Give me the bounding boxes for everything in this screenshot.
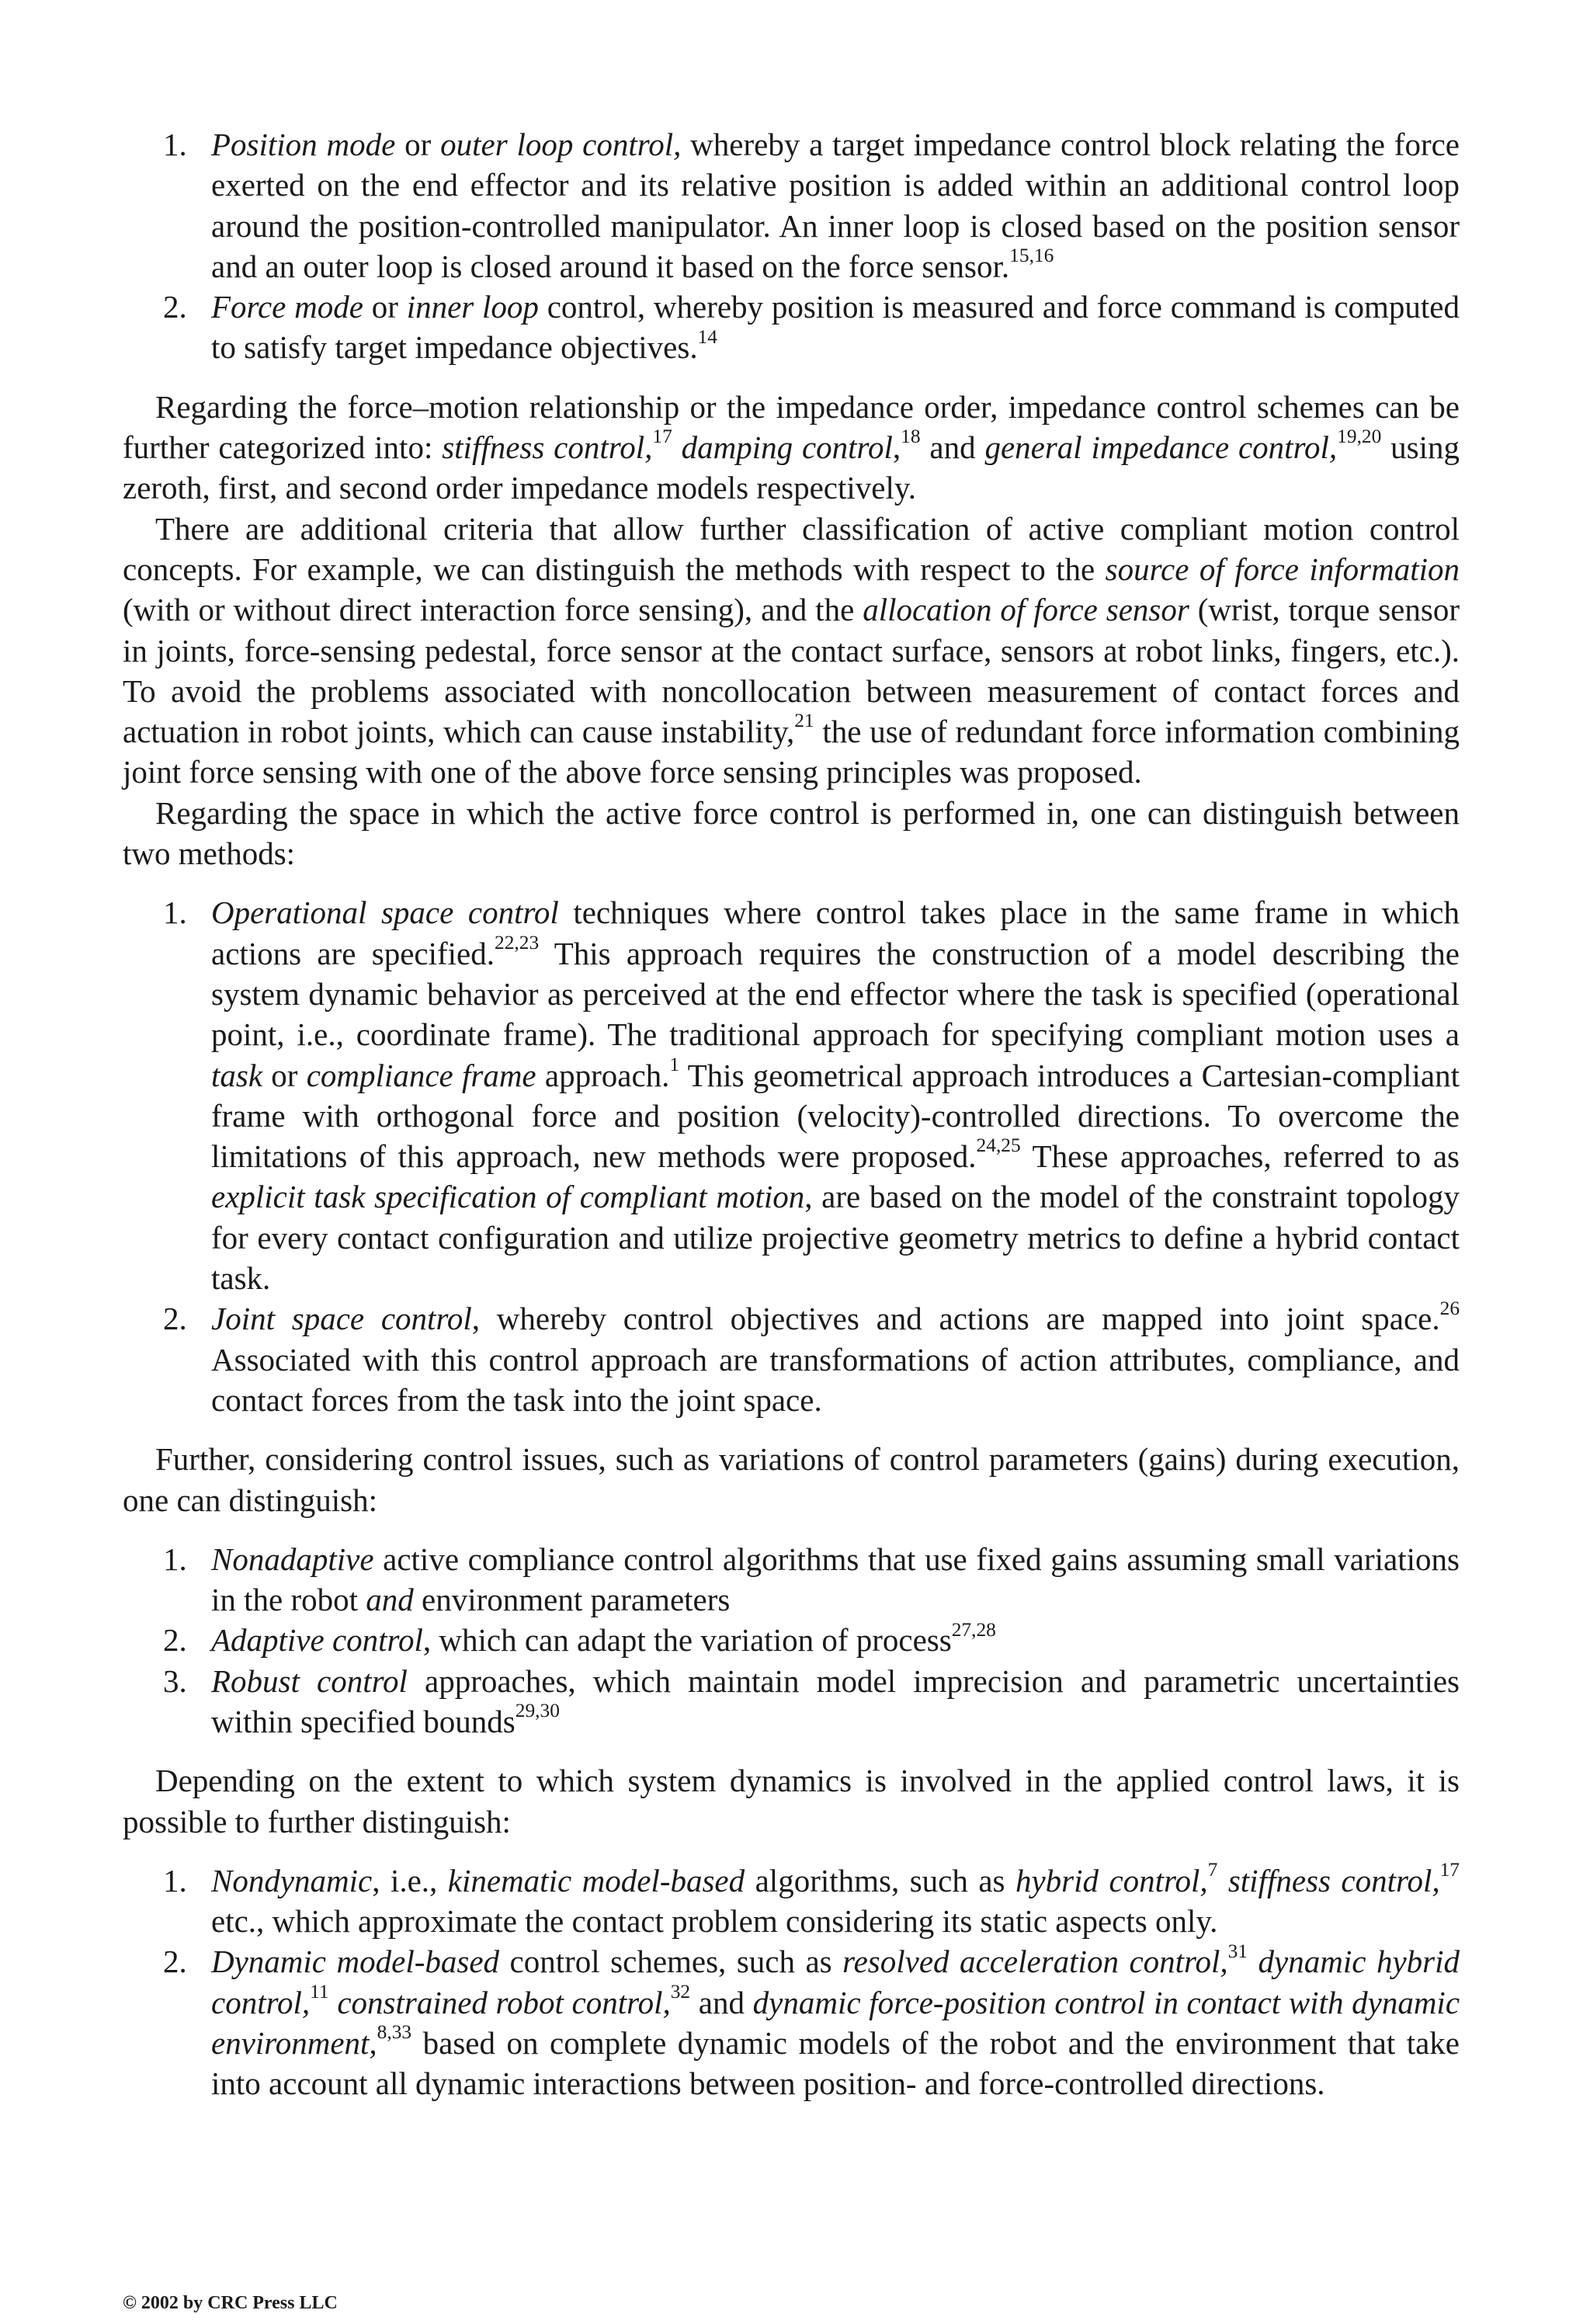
citation: 31 [1227, 1940, 1248, 1962]
space-list [123, 892, 1460, 1420]
citation: 22,23 [495, 931, 540, 954]
citation: 18 [901, 426, 921, 448]
list-item: 1. Nonadaptive active compliance control algorithms that use fixed gains assuming small variations in the robot and environment parameters [211, 1539, 1460, 1621]
adaptivity-list [123, 1539, 1460, 1742]
citation: 32 [670, 1980, 691, 2003]
paragraph-dynamics: Depending on the extent to which system dynamics is involved in the applied control laws, it is possible to further distinguish: [123, 1763, 1460, 1839]
citation: 26 [1439, 1297, 1460, 1319]
citation: 27,28 [951, 1618, 996, 1641]
list-number: 2. [163, 1622, 187, 1659]
citation: 14 [697, 325, 717, 348]
citation: 24,25 [976, 1134, 1021, 1157]
mode-list [123, 124, 1460, 368]
list-item: 2. Adaptive control, which can adapt the variation of process$^{27,28}$ [211, 1620, 1460, 1660]
citation: 17 [652, 426, 672, 448]
citation: 15,16 [1009, 245, 1054, 267]
list-item: 2. Joint space control, whereby control objectives and actions are mapped into joint space.$^{26}$ Associated with this control approach are transformations of action attributes, compliance, and contact forces from the task into the joint space. [163, 1297, 1460, 1418]
citation: 8,33 [377, 2021, 412, 2044]
list-number: 3. [163, 1662, 187, 1699]
list-item: 1. Position mode or outer loop control, whereby a target impedance control block relating the force exerted on the end effector and its relative position is added within an additional control loop around the position-controlled manipulator. An inner loop is closed based on the position sensor and an outer loop is closed around it based on the force sensor.$^{15,16}$ [211, 124, 1460, 287]
citation: 19,20 [1337, 426, 1382, 448]
copyright-footer: © 2002 by CRC Press LLC [123, 2293, 338, 2313]
list-number: 1. [163, 1862, 187, 1898]
list-item: 2. Dynamic model-based control schemes, such as resolved acceleration control,$^{31}$ dynamic hybrid control,$^{11}$ constrained robot control,$^{32}$ and dynamic force-position control in contact with dynamic environment,$^{8,33}$ based on complete dynamic models of the robot and the environment that take into account all dynamic interactions between position- and force-controlled directions. [163, 1940, 1460, 2102]
list-number: 1. [163, 1541, 187, 1577]
list-item: 1. Operational space control techniques where control takes place in the same frame in which actions are specified.$^{22,23}$ This approach requires the construction of a model describing the system dynamic behavior as perceived at the end effector where the task is specified (operational point, i.e., coordinate frame). The traditional approach for specifying compliant motion uses a task or compliance frame approach.$^1$ This geometrical approach introduces a Cartesian-compliant frame with orthogonal force and position (velocity)-controlled directions. To overcome the limitations of this approach, new methods were proposed.$^{24,25}$ These approaches, referred to as explicit task specification of compliant motion, are based on the model of the constraint topology for every contact configuration and utilize projective geometry metrics to define a hybrid contact task. [211, 892, 1460, 1298]
citation: 11 [310, 1980, 329, 2003]
list-number: 2. [163, 1944, 187, 1980]
paragraph-impedance-order: Regarding the force–motion relationship or the impedance order, impedance control schemes can be further categorized into: stiffness control,$^{17}$ damping control,$^{18}$ and general impedance control,$^{19,20}$ using zeroth, first, and second order impedance models respectively. [123, 388, 1460, 506]
list-item: 3. Robust control approaches, which maintain model imprecision and parametric uncertainties within specified bounds$^{29,30}$ [211, 1661, 1460, 1742]
page-body [123, 124, 1460, 2104]
list-number: 2. [163, 1301, 187, 1337]
list-number: 2. [163, 289, 187, 325]
list-number: 1. [163, 127, 187, 162]
citation: 7 [1207, 1859, 1218, 1881]
citation: 29,30 [515, 1700, 560, 1722]
citation: 1 [669, 1053, 680, 1075]
list-item: 2. Force mode or inner loop control, whereby position is measured and force command is computed to satisfy target impedance objectives.$^{14}$ [211, 287, 1460, 368]
paragraph-criteria: There are additional criteria that allow further classification of active compliant motion control concepts. For example, we can distinguish the methods with respect to the source of force information (with or without direct interaction force sensing), and the allocation of force sensor (wrist, torque sensor in joints, force-sensing pedestal, force sensor at the contact surface, sensors at robot links, fingers, etc.). To avoid the problems associated with noncollocation between measurement of contact forces and actuation in robot joints, which can cause instability,$^{21}$ the use of redundant force information combining joint force sensing with one of the above force sensing principles was proposed. [123, 510, 1460, 790]
list-item: 1. Nondynamic, i.e., kinematic model-based algorithms, such as hybrid control,$^7$ stiffness control,$^{17}$ etc., which approximate the contact problem considering its static aspects only. [163, 1859, 1460, 1940]
citation: 21 [794, 710, 814, 732]
citation: 17 [1439, 1859, 1460, 1881]
dynamics-list [123, 1860, 1460, 2104]
paragraph-control-issues: Further, considering control issues, such as variations of control parameters (gains) during execution, one can distinguish: [123, 1441, 1460, 1518]
list-number: 1. [163, 895, 187, 931]
paragraph-space: Regarding the space in which the active force control is performed in, one can distinguish between two methods: [123, 794, 1460, 872]
